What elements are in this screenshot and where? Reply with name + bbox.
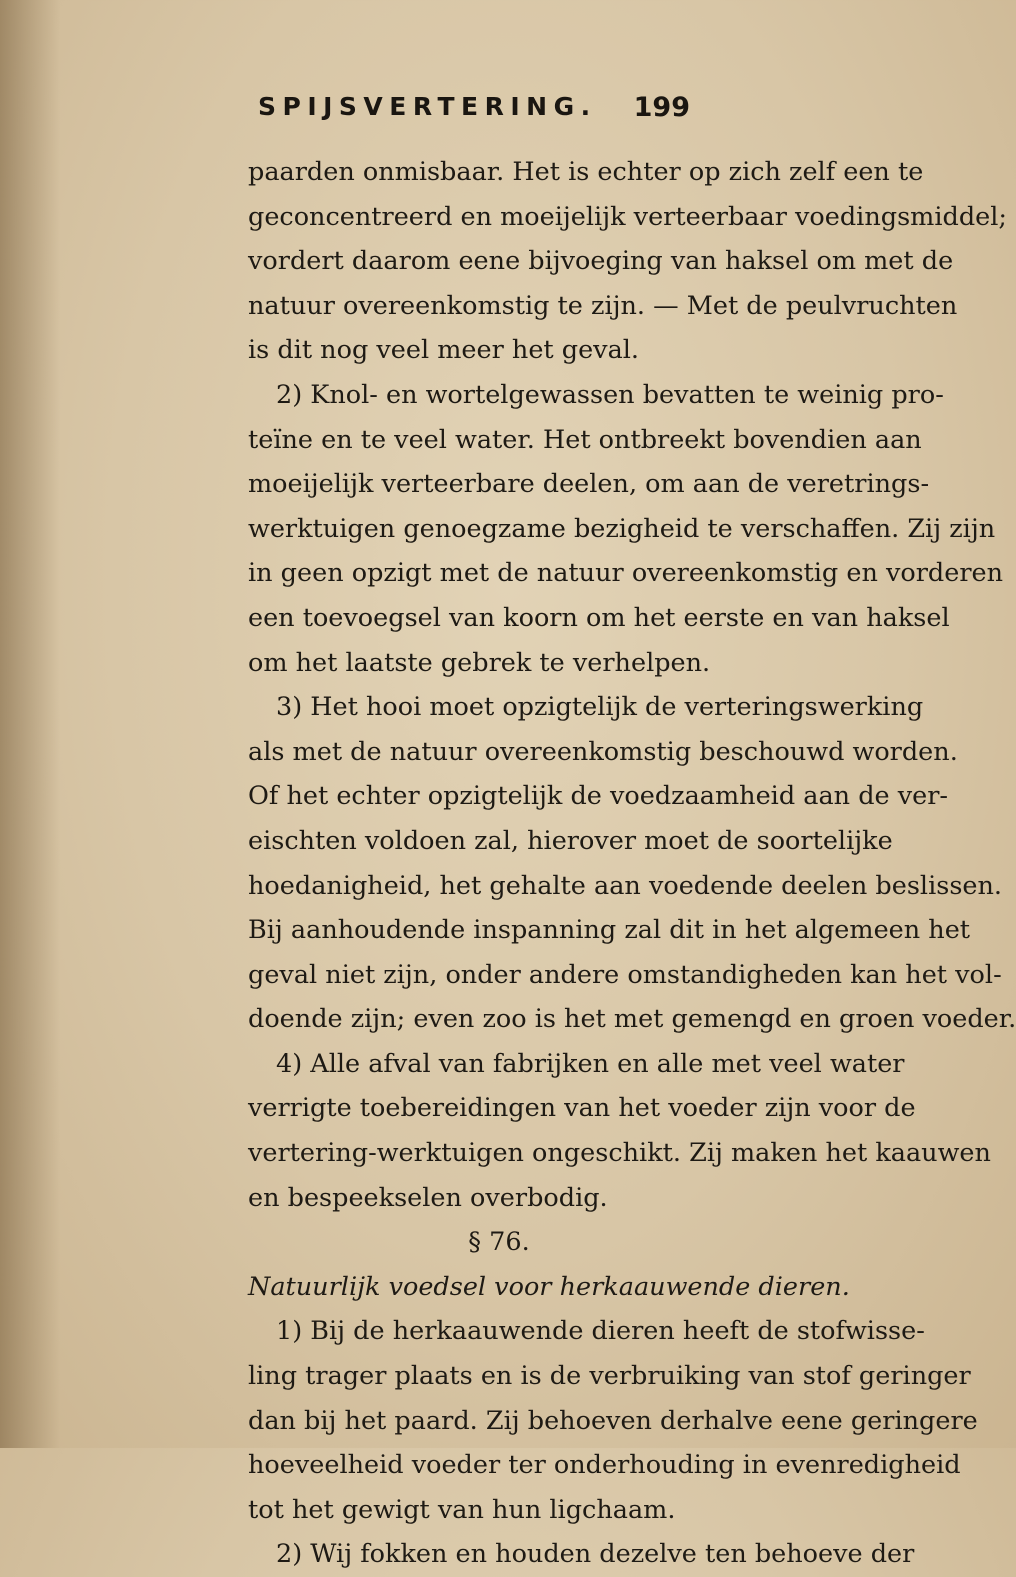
- text-line: vordert daarom eene bijvoeging van haksel om met de: [248, 246, 954, 277]
- page-header: [258, 92, 690, 132]
- page-number: 199: [633, 92, 690, 123]
- text-line: moeijelijk verteerbare deelen, om aan de veretrings-: [248, 469, 930, 500]
- text-line: vertering-werktuigen ongeschikt. Zij maken het kaauwen: [248, 1138, 991, 1169]
- text-line: 4) Alle afval van fabrijken en alle met veel water: [276, 1048, 905, 1079]
- text-line: werktuigen genoegzame bezigheid te verschaffen. Zij zijn: [248, 513, 996, 544]
- text-line: natuur overeenkomstig te zijn. — Met de peulvruchten: [248, 290, 958, 321]
- running-title: SPIJSVERTERING.: [258, 92, 597, 121]
- text-line: 1) Bij de herkaauwende dieren heeft de stofwisse-: [276, 1316, 925, 1347]
- text-line: is dit nog veel meer het geval.: [248, 335, 640, 366]
- text-line: paarden onmisbaar. Het is echter op zich zelf een te: [248, 157, 924, 187]
- text-line: geval niet zijn, onder andere omstandigheden kan het vol-: [248, 959, 1002, 990]
- text-line: Bij aanhoudende inspanning zal dit in het algemeen het: [248, 915, 971, 946]
- text-line: hoeveelheid voeder ter onderhouding in evenredigheid: [248, 1450, 961, 1481]
- text-line: in geen opzigt met de natuur overeenkomstig en vorderen: [248, 558, 1004, 589]
- text-line: ling trager plaats en is de verbruiking van stof geringer: [248, 1361, 971, 1392]
- text-line: eischten voldoen zal, hierover moet de soortelijke: [248, 825, 893, 856]
- text-line: 2) Wij fokken en houden dezelve ten behoeve der: [276, 1539, 915, 1570]
- text-line: Of het echter opzigtelijk de voedzaamheid aan de ver-: [248, 781, 949, 812]
- text-line: geconcentreerd en moeijelijk verteerbaar voedingsmiddel;: [248, 201, 1007, 232]
- text-line: als met de natuur overeenkomstig beschouwd worden.: [248, 736, 958, 767]
- text-line: verrigte toebereidingen van het voeder zijn voor de: [248, 1093, 916, 1124]
- text-line: een toevoegsel van koorn om het eerste en van haksel: [248, 602, 950, 633]
- body-text: [248, 150, 1016, 1577]
- section-title: Natuurlijk voedsel voor herkaauwende dieren.: [248, 1271, 850, 1302]
- text-line: tot het gewigt van hun ligchaam.: [248, 1494, 676, 1525]
- text-line: 2) Knol- en wortelgewassen bevatten te weinig pro-: [276, 379, 944, 410]
- text-line: en bespeekselen overbodig.: [248, 1182, 608, 1213]
- text-line: 3) Het hooi moet opzigtelijk de verteringswerking: [276, 692, 924, 723]
- text-line: dan bij het paard. Zij behoeven derhalve eene geringere: [248, 1405, 978, 1436]
- page-gutter-shadow: [0, 0, 60, 1448]
- section-number: § 76.: [468, 1227, 530, 1258]
- text-line: doende zijn; even zoo is het met gemengd en groen voeder.: [248, 1004, 1016, 1035]
- text-line: om het laatste gebrek te verhelpen.: [248, 647, 711, 678]
- text-line: teïne en te veel water. Het ontbreekt bovendien aan: [248, 424, 922, 455]
- text-line: hoedanigheid, het gehalte aan voedende deelen beslissen.: [248, 870, 1003, 901]
